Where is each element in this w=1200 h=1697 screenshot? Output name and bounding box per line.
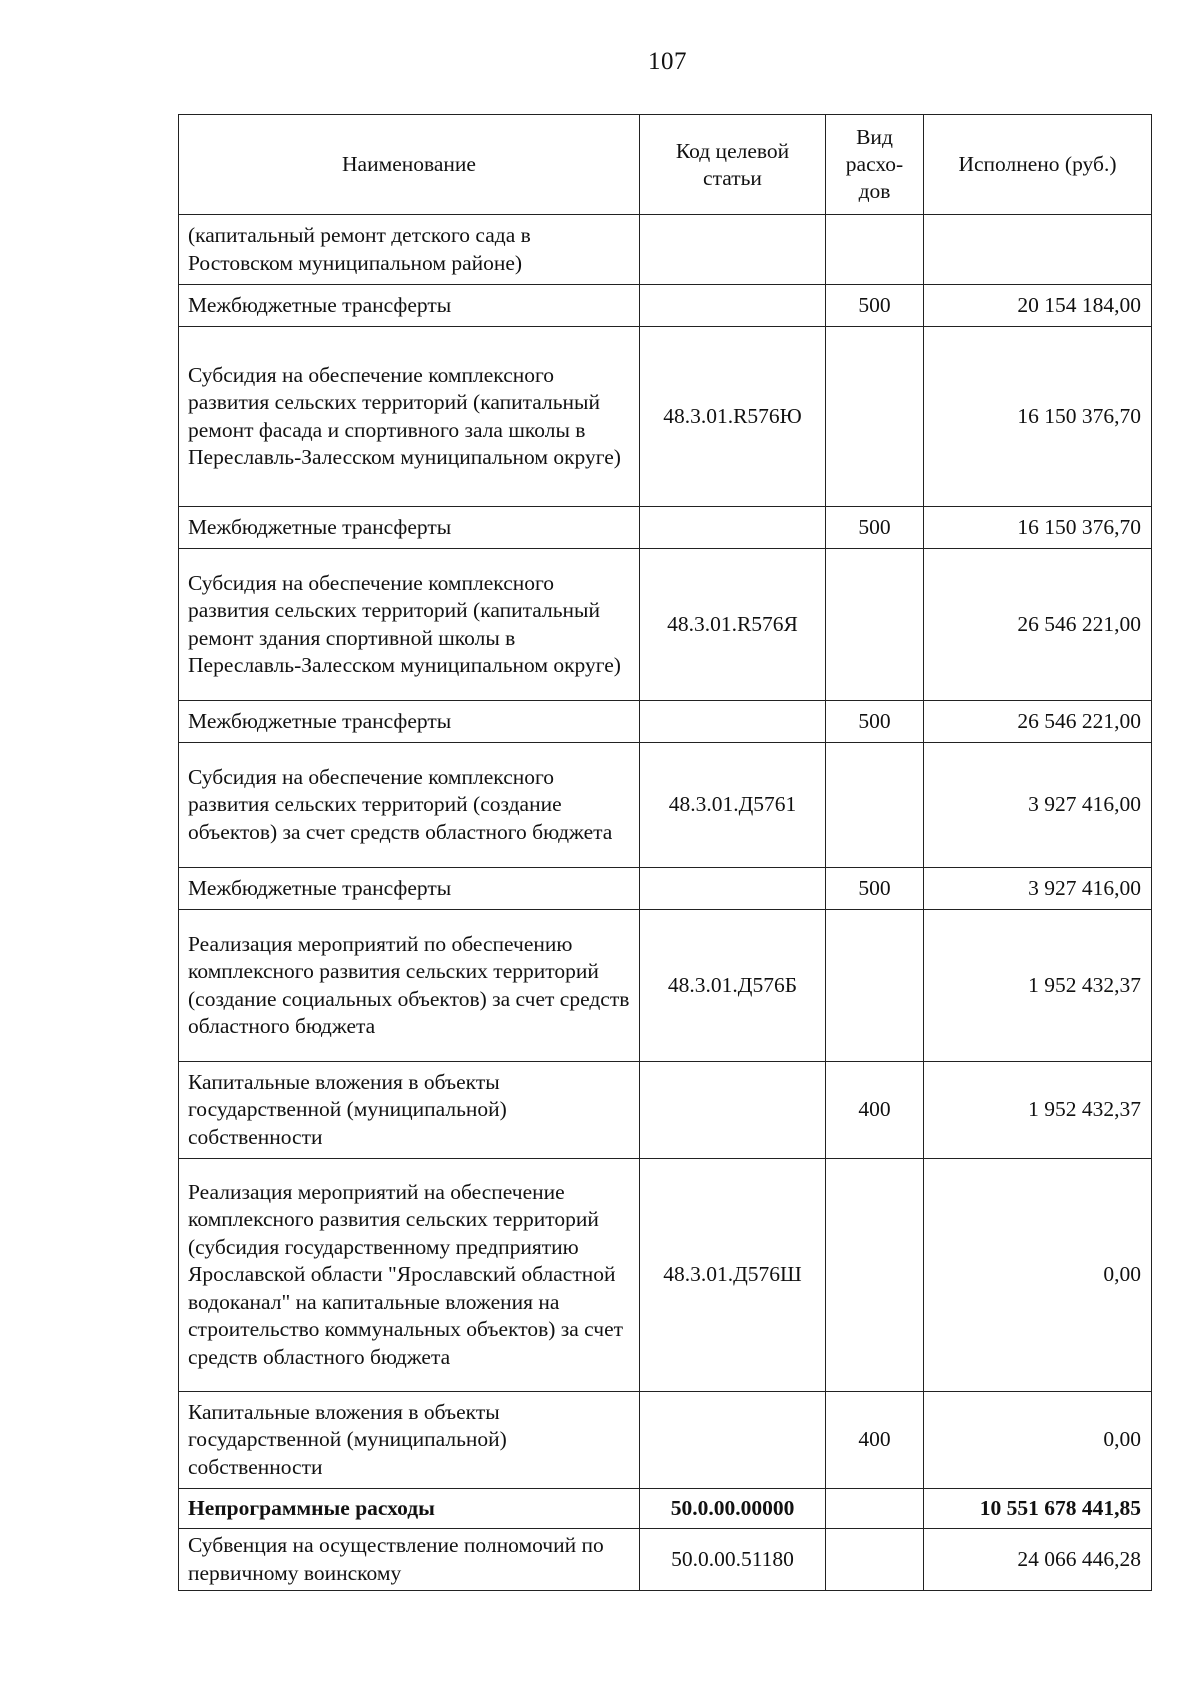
row-code xyxy=(640,507,826,549)
row-amount: 1 952 432,37 xyxy=(924,1062,1152,1159)
row-expense-type xyxy=(826,549,924,701)
row-amount xyxy=(924,215,1152,285)
row-amount: 0,00 xyxy=(924,1159,1152,1392)
row-expense-type: 500 xyxy=(826,701,924,743)
row-code xyxy=(640,701,826,743)
row-amount: 16 150 376,70 xyxy=(924,507,1152,549)
row-code: 48.3.01.R576Ю xyxy=(640,327,826,507)
table-row xyxy=(179,1529,1152,1591)
table-row xyxy=(179,285,1152,327)
row-name: Межбюджетные трансферты xyxy=(179,701,640,743)
row-amount: 1 952 432,37 xyxy=(924,910,1152,1062)
row-code: 48.3.01.Д576Ш xyxy=(640,1159,826,1392)
header-executed-amount: Исполнено (руб.) xyxy=(924,115,1152,215)
table-header-row xyxy=(179,115,1152,215)
table-row xyxy=(179,701,1152,743)
row-amount: 3 927 416,00 xyxy=(924,868,1152,910)
row-amount: 20 154 184,00 xyxy=(924,285,1152,327)
header-name: Наименование xyxy=(179,115,640,215)
row-amount: 26 546 221,00 xyxy=(924,549,1152,701)
table-row xyxy=(179,1392,1152,1489)
table-row xyxy=(179,910,1152,1062)
row-code: 50.0.00.00000 xyxy=(640,1489,826,1529)
row-code xyxy=(640,1062,826,1159)
row-amount: 3 927 416,00 xyxy=(924,743,1152,868)
table-row xyxy=(179,1062,1152,1159)
row-amount: 0,00 xyxy=(924,1392,1152,1489)
row-name: (капитальный ремонт детского сада в Ростовском муниципальном районе) xyxy=(179,215,640,285)
row-name: Межбюджетные трансферты xyxy=(179,285,640,327)
row-name: Межбюджетные трансферты xyxy=(179,868,640,910)
row-amount: 10 551 678 441,85 xyxy=(924,1489,1152,1529)
row-name: Субсидия на обеспечение комплексного развития сельских территорий (капитальный ремонт фасада и спортивного зала школы в Переславль-Залесском муниципальном округе) xyxy=(179,327,640,507)
table-row-section-total xyxy=(179,1489,1152,1529)
budget-execution-table xyxy=(178,114,1152,1591)
row-name: Межбюджетные трансферты xyxy=(179,507,640,549)
table-row xyxy=(179,743,1152,868)
table-row xyxy=(179,1159,1152,1392)
page-number: 107 xyxy=(648,48,687,75)
row-code: 48.3.01.Д576Б xyxy=(640,910,826,1062)
row-code xyxy=(640,868,826,910)
row-code: 50.0.00.51180 xyxy=(640,1529,826,1591)
row-code xyxy=(640,285,826,327)
table-row xyxy=(179,327,1152,507)
row-amount: 16 150 376,70 xyxy=(924,327,1152,507)
row-code: 48.3.01.Д5761 xyxy=(640,743,826,868)
table-row xyxy=(179,507,1152,549)
row-expense-type xyxy=(826,1159,924,1392)
row-expense-type xyxy=(826,910,924,1062)
row-expense-type: 500 xyxy=(826,507,924,549)
row-name: Капитальные вложения в объекты государственной (муниципальной) собственности xyxy=(179,1062,640,1159)
row-name: Непрограммные расходы xyxy=(179,1489,640,1529)
row-expense-type: 500 xyxy=(826,868,924,910)
row-name: Реализация мероприятий по обеспечению комплексного развития сельских территорий (создание социальных объектов) за счет средств областного бюджета xyxy=(179,910,640,1062)
table-row xyxy=(179,549,1152,701)
row-expense-type xyxy=(826,1489,924,1529)
row-expense-type xyxy=(826,327,924,507)
row-expense-type: 400 xyxy=(826,1392,924,1489)
row-expense-type xyxy=(826,215,924,285)
row-name: Реализация мероприятий на обеспечение комплексного развития сельских территорий (субсидия государственному предприятию Ярославской области "Ярославский областной водоканал" на капитальные вложения на строительство коммунальных объектов) за счет средств областного бюджета xyxy=(179,1159,640,1392)
row-name: Капитальные вложения в объекты государственной (муниципальной) собственности xyxy=(179,1392,640,1489)
row-code: 48.3.01.R576Я xyxy=(640,549,826,701)
table-row xyxy=(179,215,1152,285)
row-expense-type xyxy=(826,1529,924,1591)
header-expense-type: Вид расхо-дов xyxy=(826,115,924,215)
row-name: Субсидия на обеспечение комплексного развития сельских территорий (создание объектов) за счет средств областного бюджета xyxy=(179,743,640,868)
row-expense-type: 500 xyxy=(826,285,924,327)
table-row xyxy=(179,868,1152,910)
row-amount: 24 066 446,28 xyxy=(924,1529,1152,1591)
row-name: Субсидия на обеспечение комплексного развития сельских территорий (капитальный ремонт здания спортивной школы в Переславль-Залесском муниципальном округе) xyxy=(179,549,640,701)
row-name: Субвенция на осуществление полномочий по первичному воинскому xyxy=(179,1529,640,1591)
row-expense-type xyxy=(826,743,924,868)
row-amount: 26 546 221,00 xyxy=(924,701,1152,743)
row-code xyxy=(640,1392,826,1489)
row-expense-type: 400 xyxy=(826,1062,924,1159)
row-code xyxy=(640,215,826,285)
header-code: Код целевой статьи xyxy=(640,115,826,215)
